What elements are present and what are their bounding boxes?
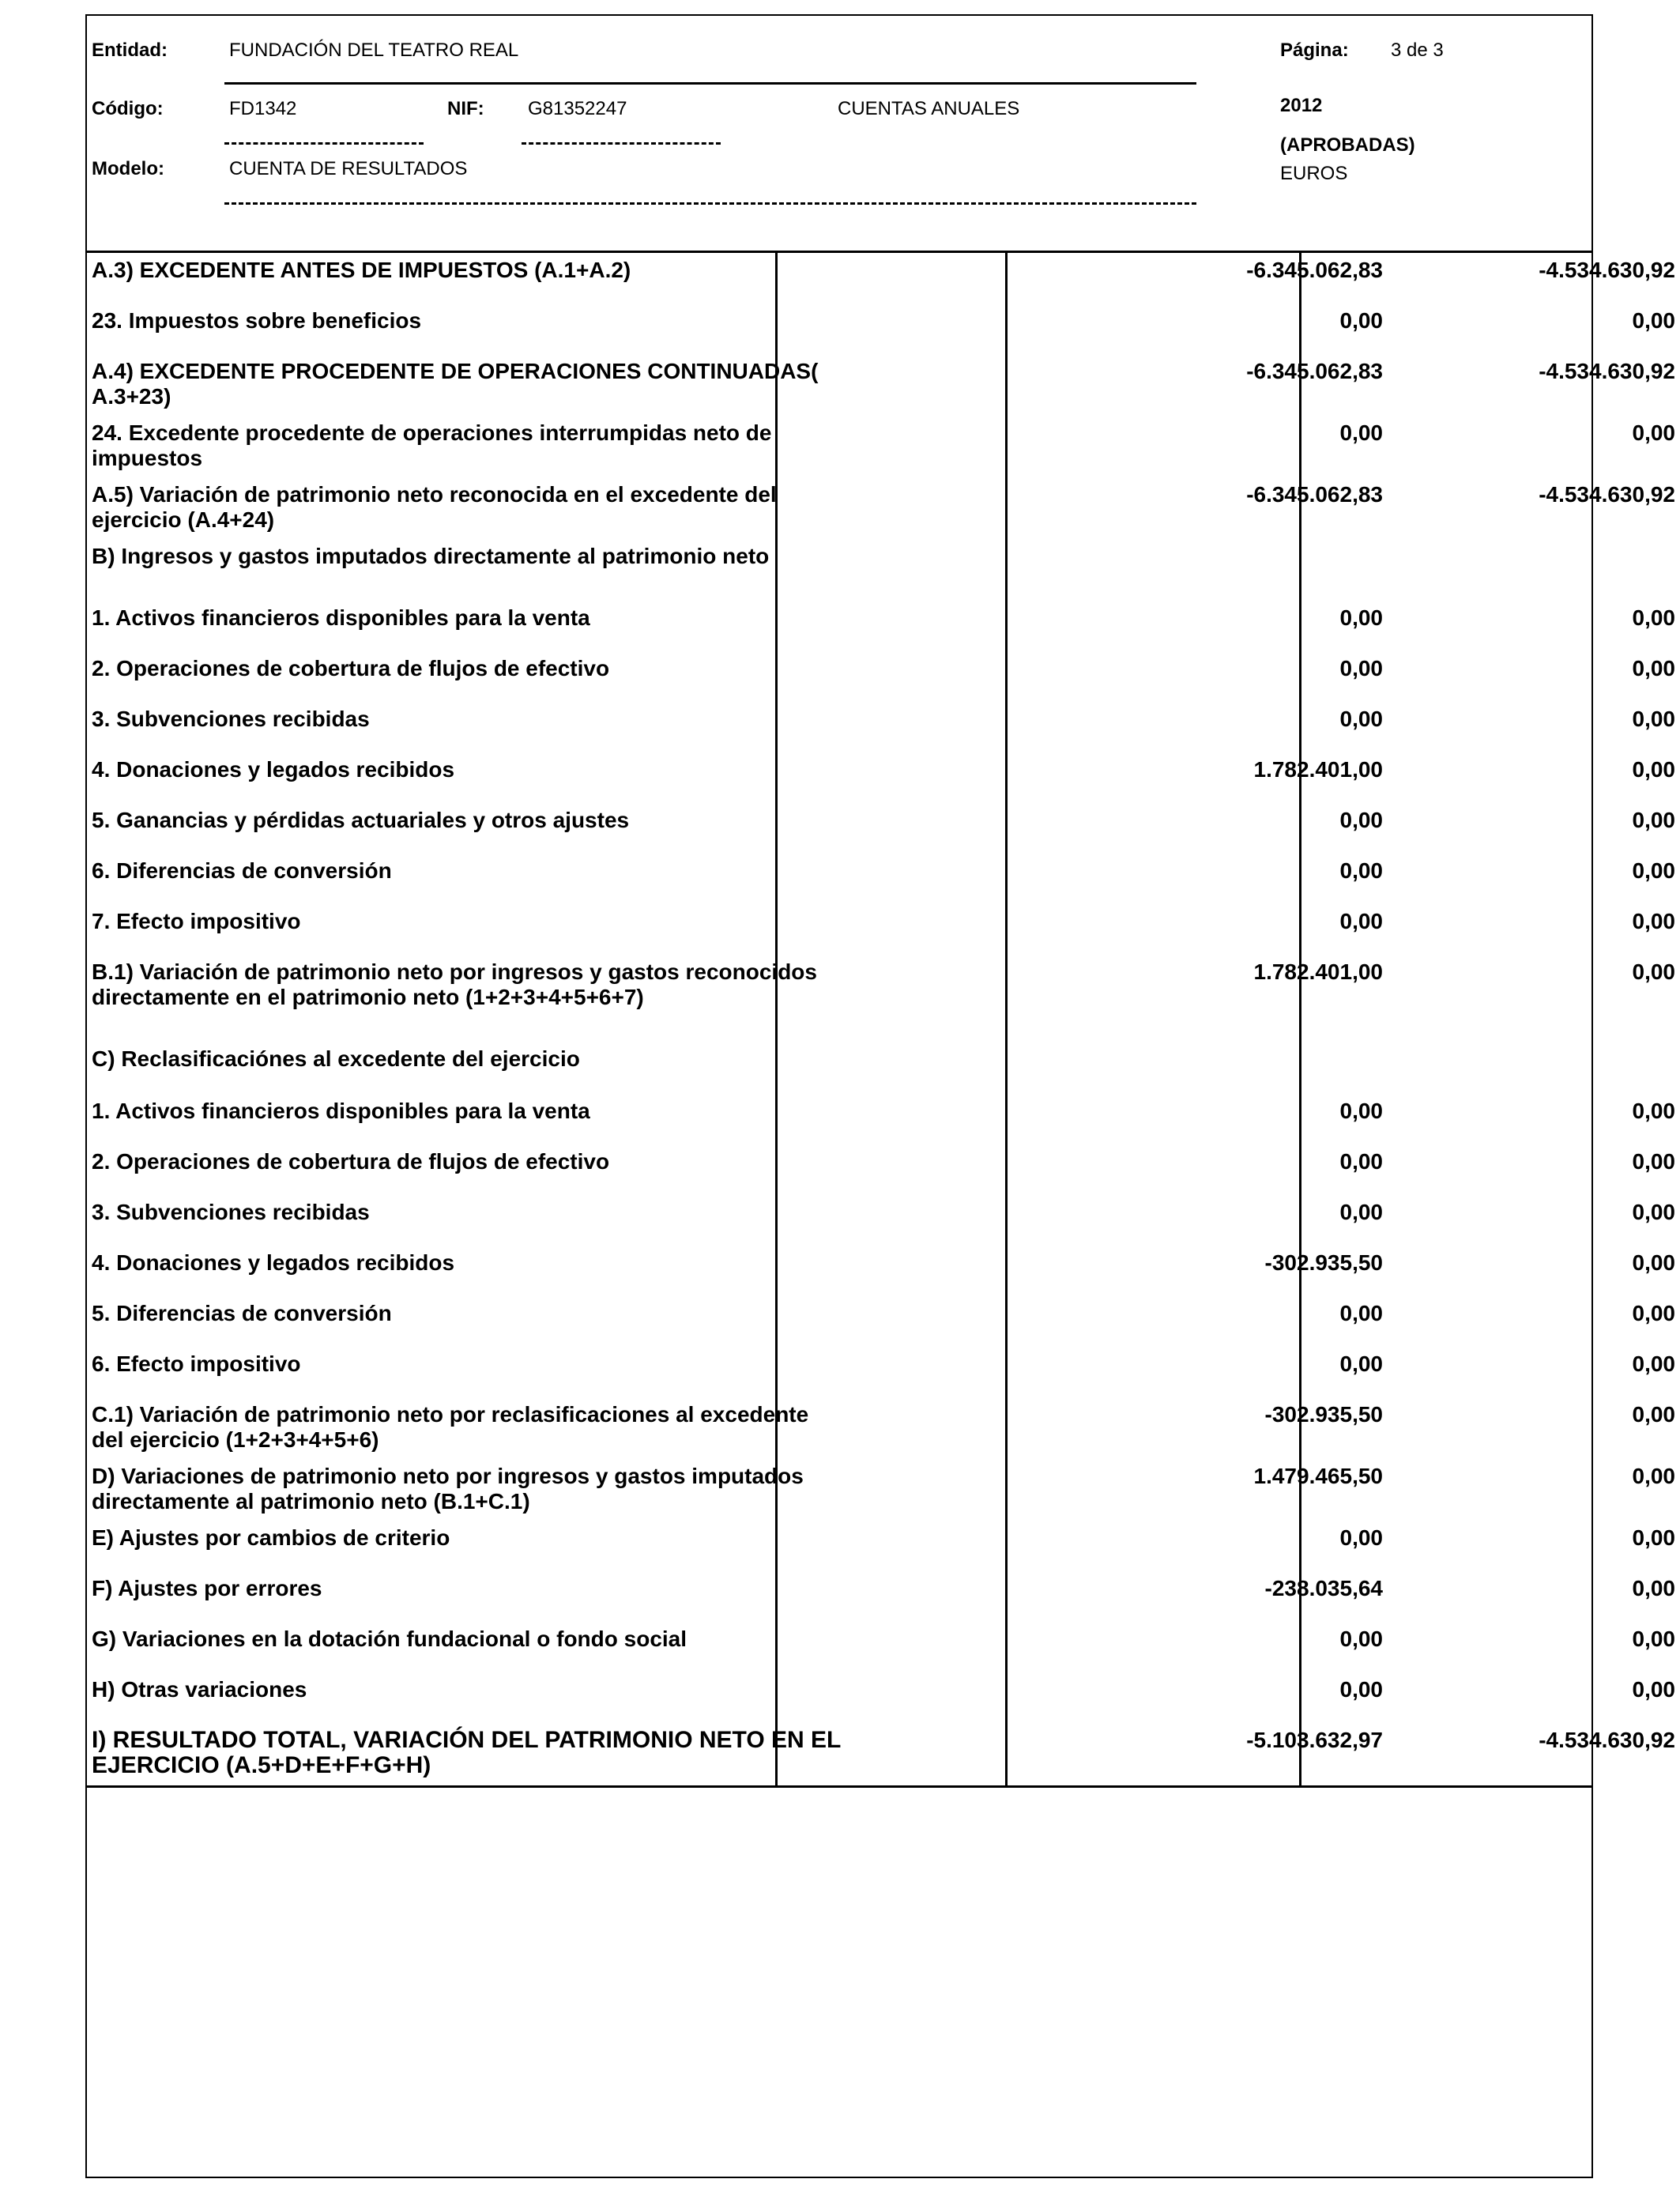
page-frame <box>85 14 1593 2178</box>
row-label: 3. Subvenciones recibidas <box>92 707 370 731</box>
row-value-current: -5.103.632,97 <box>1246 1728 1383 1752</box>
row-label: B) Ingresos y gastos imputados directamente al patrimonio neto <box>92 544 770 568</box>
row-value-current: 0,00 <box>1339 1301 1383 1325</box>
table-top-border <box>87 251 1591 253</box>
moneda: EUROS <box>1280 163 1348 184</box>
row-value-previous: 0,00 <box>1632 707 1675 731</box>
row-value-previous: 0,00 <box>1632 1200 1675 1224</box>
row-value-previous: -4.534.630,92 <box>1539 1728 1675 1752</box>
row-value-current: 0,00 <box>1339 1149 1383 1174</box>
row-value-previous: 0,00 <box>1632 1677 1675 1702</box>
row-label: 4. Donaciones y legados recibidos <box>92 1250 455 1275</box>
row-label: A.4) EXCEDENTE PROCEDENTE DE OPERACIONES CONTINUADAS( A.3+23) <box>92 359 819 409</box>
row-label: 4. Donaciones y legados recibidos <box>92 757 455 782</box>
row-label: A.5) Variación de patrimonio neto reconocida en el excedente del ejercicio (A.4+24) <box>92 482 777 532</box>
row-value-current: 1.782.401,00 <box>1253 757 1383 782</box>
row-value-previous: 0,00 <box>1632 420 1675 445</box>
row-label: G) Variaciones en la dotación fundacional o fondo social <box>92 1627 687 1651</box>
row-label: 1. Activos financieros disponibles para la venta <box>92 1099 590 1123</box>
entidad-value: FUNDACIÓN DEL TEATRO REAL <box>229 40 519 61</box>
row-label: 5. Diferencias de conversión <box>92 1301 392 1325</box>
year: 2012 <box>1280 95 1323 116</box>
row-value-current: -6.345.062,83 <box>1246 258 1383 282</box>
row-value-previous: 0,00 <box>1632 1301 1675 1325</box>
row-value-current: 0,00 <box>1339 1677 1383 1702</box>
row-value-current: 0,00 <box>1339 1627 1383 1651</box>
row-value-previous: -4.534.630,92 <box>1539 258 1675 282</box>
nif-value: G81352247 <box>528 98 627 119</box>
row-value-previous: 0,00 <box>1632 605 1675 630</box>
codigo-value: FD1342 <box>229 98 297 119</box>
modelo-underline <box>224 202 1196 205</box>
row-value-current: -6.345.062,83 <box>1246 359 1383 383</box>
row-value-current: 0,00 <box>1339 656 1383 680</box>
row-value-current: 0,00 <box>1339 420 1383 445</box>
nif-underline <box>522 142 721 145</box>
table-bottom-border <box>87 1785 1591 1788</box>
row-value-current: 1.479.465,50 <box>1253 1464 1383 1488</box>
row-label: 6. Efecto impositivo <box>92 1351 301 1376</box>
modelo-value: CUENTA DE RESULTADOS <box>229 158 468 179</box>
row-value-current: 1.782.401,00 <box>1253 959 1383 984</box>
row-value-current: 0,00 <box>1339 1099 1383 1123</box>
row-label: 24. Excedente procedente de operaciones interrumpidas neto de impuestos <box>92 420 772 470</box>
row-value-previous: 0,00 <box>1632 1576 1675 1600</box>
row-value-current: 0,00 <box>1339 605 1383 630</box>
row-value-current: 0,00 <box>1339 808 1383 832</box>
row-value-current: 0,00 <box>1339 1525 1383 1550</box>
row-value-current: -238.035,64 <box>1264 1576 1383 1600</box>
row-value-previous: 0,00 <box>1632 959 1675 984</box>
entidad-label: Entidad: <box>92 40 168 61</box>
codigo-underline <box>224 142 424 145</box>
row-label: 2. Operaciones de cobertura de flujos de efectivo <box>92 656 610 680</box>
codigo-label: Código: <box>92 98 164 119</box>
column-divider-2 <box>1005 251 1008 1786</box>
row-value-previous: 0,00 <box>1632 1250 1675 1275</box>
row-value-previous: 0,00 <box>1632 808 1675 832</box>
row-value-current: 0,00 <box>1339 1200 1383 1224</box>
row-value-current: 0,00 <box>1339 1351 1383 1376</box>
row-label: 2. Operaciones de cobertura de flujos de efectivo <box>92 1149 610 1174</box>
row-value-current: 0,00 <box>1339 308 1383 333</box>
row-value-current: -6.345.062,83 <box>1246 482 1383 507</box>
modelo-label: Modelo: <box>92 158 164 179</box>
row-value-previous: 0,00 <box>1632 1402 1675 1427</box>
row-label: 5. Ganancias y pérdidas actuariales y otros ajustes <box>92 808 630 832</box>
row-label: B.1) Variación de patrimonio neto por ingresos y gastos reconocidos directamente en el patrimonio neto (1+2+3+4+5+6+7) <box>92 959 817 1009</box>
entidad-underline <box>224 82 1196 85</box>
pagina-label: Página: <box>1280 40 1349 61</box>
row-value-current: -302.935,50 <box>1264 1250 1383 1275</box>
row-value-current: 0,00 <box>1339 909 1383 933</box>
row-value-previous: -4.534.630,92 <box>1539 482 1675 507</box>
row-value-previous: 0,00 <box>1632 1627 1675 1651</box>
row-value-previous: 0,00 <box>1632 1149 1675 1174</box>
row-value-current: 0,00 <box>1339 707 1383 731</box>
row-label: F) Ajustes por errores <box>92 1576 322 1600</box>
row-value-previous: 0,00 <box>1632 1351 1675 1376</box>
row-label: C) Reclasificaciónes al excedente del ejercicio <box>92 1046 580 1071</box>
row-value-current: -302.935,50 <box>1264 1402 1383 1427</box>
row-label: 1. Activos financieros disponibles para la venta <box>92 605 590 630</box>
row-value-previous: -4.534.630,92 <box>1539 359 1675 383</box>
row-value-current: 0,00 <box>1339 858 1383 883</box>
tipo-cuentas: CUENTAS ANUALES <box>838 98 1020 119</box>
nif-label: NIF: <box>447 98 484 119</box>
row-label: A.3) EXCEDENTE ANTES DE IMPUESTOS (A.1+A.2) <box>92 258 631 282</box>
pagina-value: 3 de 3 <box>1391 40 1444 61</box>
row-value-previous: 0,00 <box>1632 1099 1675 1123</box>
row-label: 7. Efecto impositivo <box>92 909 301 933</box>
row-label: 3. Subvenciones recibidas <box>92 1200 370 1224</box>
estado: (APROBADAS) <box>1280 134 1415 156</box>
row-value-previous: 0,00 <box>1632 656 1675 680</box>
row-value-previous: 0,00 <box>1632 1525 1675 1550</box>
row-label: H) Otras variaciones <box>92 1677 307 1702</box>
row-label: D) Variaciones de patrimonio neto por ingresos y gastos imputados directamente al patrimonio neto (B.1+C.1) <box>92 1464 804 1514</box>
row-label: 6. Diferencias de conversión <box>92 858 392 883</box>
row-value-previous: 0,00 <box>1632 909 1675 933</box>
row-label: I) RESULTADO TOTAL, VARIACIÓN DEL PATRIMONIO NETO EN EL EJERCICIO (A.5+D+E+F+G+H) <box>92 1727 841 1778</box>
row-label: 23. Impuestos sobre beneficios <box>92 308 422 333</box>
row-value-previous: 0,00 <box>1632 308 1675 333</box>
row-value-previous: 0,00 <box>1632 757 1675 782</box>
row-label: E) Ajustes por cambios de criterio <box>92 1525 450 1550</box>
row-value-previous: 0,00 <box>1632 1464 1675 1488</box>
row-value-previous: 0,00 <box>1632 858 1675 883</box>
row-label: C.1) Variación de patrimonio neto por reclasificaciones al excedente del ejercicio (1+2+3+4+5+6) <box>92 1402 809 1452</box>
